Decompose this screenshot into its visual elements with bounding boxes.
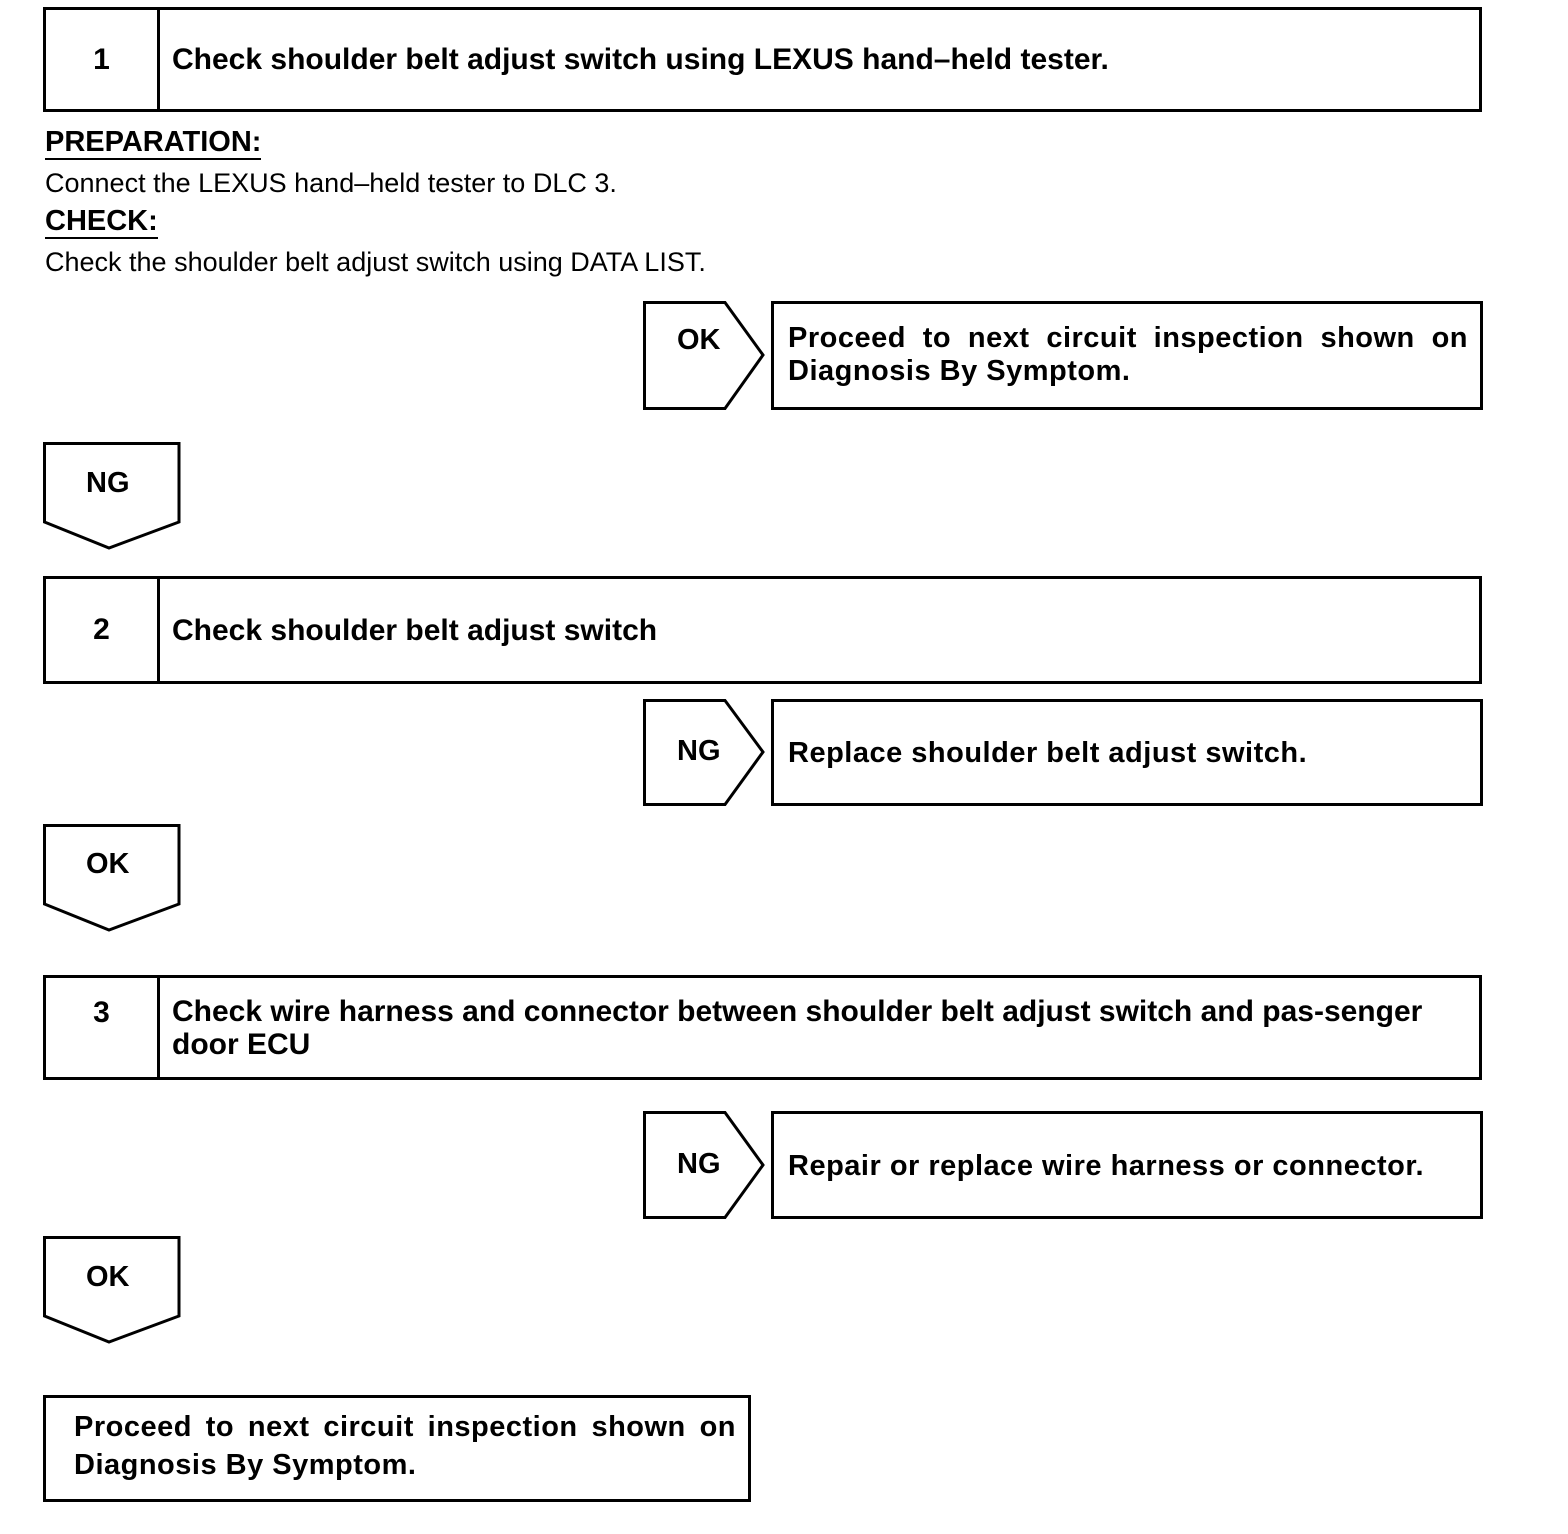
- result-box: [771, 301, 1483, 410]
- preparation-text: Connect the LEXUS hand–held tester to DLC 3.: [45, 168, 617, 198]
- result-text: Repair or replace wire harness or connector.: [788, 1150, 1425, 1182]
- branch-label: NG: [677, 1148, 721, 1180]
- result-box: [771, 1111, 1483, 1219]
- branch-label: NG: [677, 735, 721, 767]
- step-2-box: [43, 576, 1482, 684]
- step-text: Check wire harness and connector between shoulder belt adjust switch and pas-senger door ECU: [172, 995, 1423, 1061]
- result-box: [771, 699, 1483, 806]
- step-number: 2: [46, 579, 160, 681]
- branch-label: OK: [677, 324, 721, 356]
- preparation-heading: PREPARATION:: [45, 126, 262, 158]
- step-text: Check shoulder belt adjust switch: [172, 613, 658, 647]
- check-text: Check the shoulder belt adjust switch using DATA LIST.: [45, 247, 706, 277]
- down-arrow-label: OK: [86, 1261, 130, 1293]
- result-text: Replace shoulder belt adjust switch.: [788, 737, 1308, 769]
- down-arrow-label: NG: [86, 467, 130, 499]
- step-3-box: [43, 975, 1482, 1080]
- final-box: [43, 1395, 751, 1502]
- check-heading: CHECK:: [45, 205, 158, 237]
- step-number: 3: [46, 978, 160, 1077]
- final-text: Proceed to next circuit inspection shown on Diagnosis By Symptom.: [74, 1411, 736, 1481]
- down-arrow-label: OK: [86, 848, 130, 880]
- step-text: Check shoulder belt adjust switch using LEXUS hand–held tester.: [172, 43, 1109, 76]
- result-text: Proceed to next circuit inspection shown on Diagnosis By Symptom.: [788, 322, 1468, 387]
- step-1-box: [43, 7, 1482, 112]
- step-number: 1: [46, 10, 160, 109]
